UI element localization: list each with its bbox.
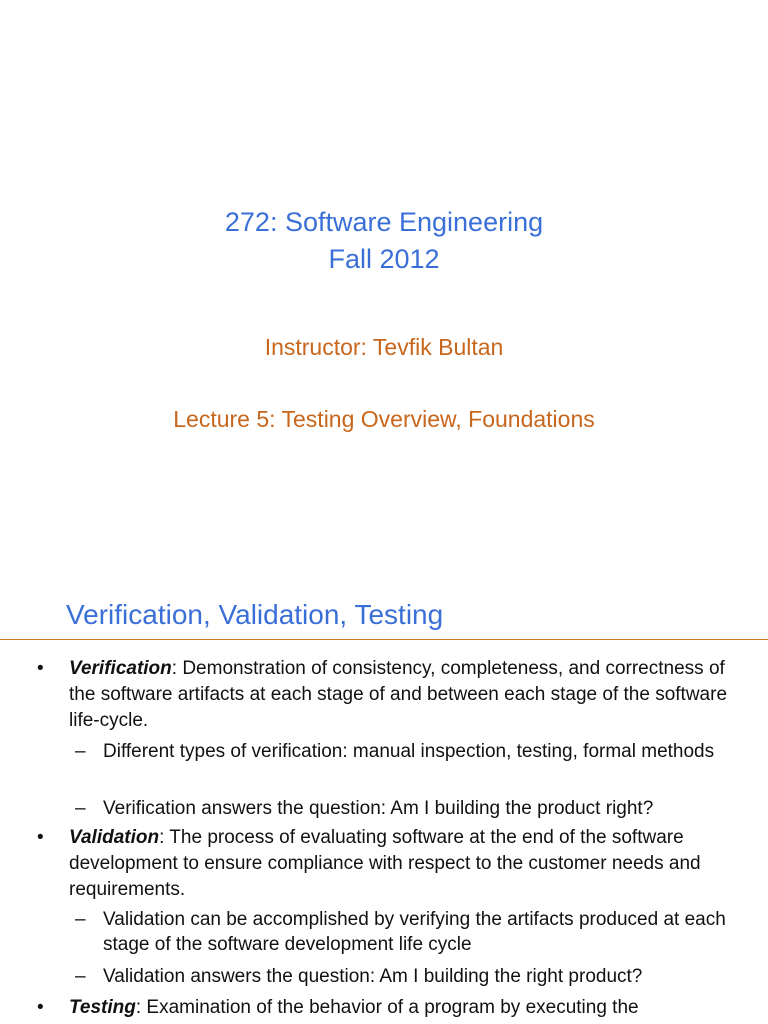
course-term: Fall 2012 [328, 244, 440, 274]
bullet-verification [69, 656, 749, 734]
verification-definition: : Demonstration of consistency, completeness, and correctness of the software artifacts at each stage of and between each stage of the software life-cycle. [69, 658, 728, 731]
lecture-line: Lecture 5: Testing Overview, Foundations [173, 406, 595, 432]
validation-definition: : The process of evaluating software at the end of the software development to ensure compliance with respect to the customer needs and requirements. [69, 827, 701, 900]
bullet-icon: • [37, 827, 44, 848]
validation-subitem-1: Validation can be accomplished by verifying the artifacts produced at each stage of the software development life cycle [103, 909, 726, 955]
course-title: 272: Software Engineering [224, 207, 544, 237]
title-divider [0, 639, 768, 640]
dash-icon: – [75, 909, 86, 930]
verification-subitem-2: Verification answers the question: Am I building the product right? [103, 798, 654, 819]
instructor-line: Instructor: Tevfik Bultan [264, 334, 504, 360]
bullet-validation [69, 825, 749, 903]
dash-icon: – [75, 966, 86, 987]
verification-subitem-1: Different types of verification: manual inspection, testing, formal methods [103, 741, 715, 762]
term-validation: Validation [69, 827, 160, 848]
bullet-icon: • [37, 658, 44, 679]
bullet-testing [69, 995, 749, 1021]
slide-title: Verification, Validation, Testing [66, 599, 444, 630]
dash-icon: – [75, 798, 86, 819]
term-testing: Testing [69, 997, 136, 1018]
dash-icon: – [75, 741, 86, 762]
term-verification: Verification [69, 658, 172, 679]
bullet-icon: • [37, 997, 44, 1018]
validation-subitem-2: Validation answers the question: Am I building the right product? [103, 966, 643, 987]
content-slide [0, 560, 768, 1024]
testing-definition: : Examination of the behavior of a program by executing the [135, 997, 639, 1018]
